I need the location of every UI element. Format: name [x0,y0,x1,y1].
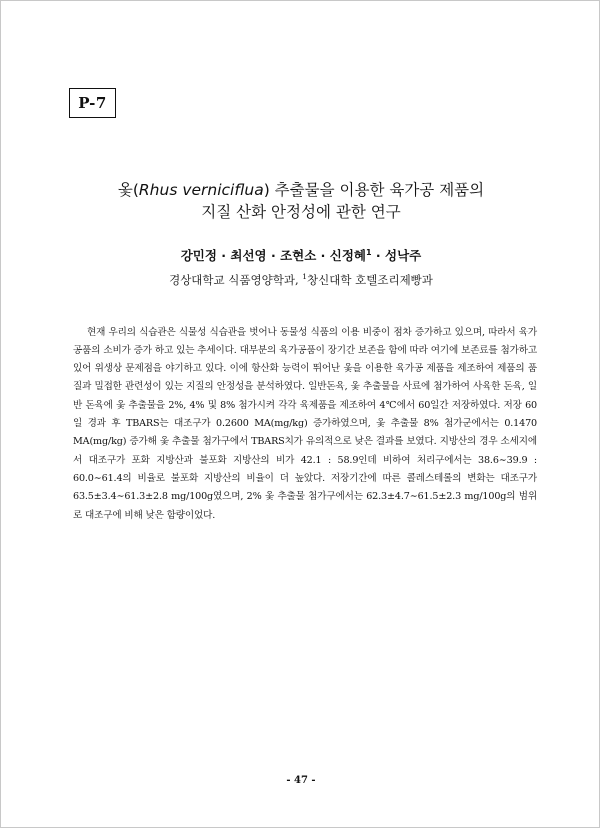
title-prefix: 옻( [117,181,139,199]
author-list [41,246,561,264]
title-line-2: 지질 산화 안정성에 관한 연구 [201,203,401,221]
authors-group-2: · 성낙주 [371,248,422,263]
title-line-1 [41,179,561,201]
affiliation-secondary: 창신대학 호텔조리제빵과 [307,273,433,287]
affiliation [41,272,561,288]
affiliation-primary: 경상대학교 식품영양학과, [169,273,303,287]
author-affiliation-mark: 1 [366,247,372,257]
abstract-body: 현재 우리의 식습관은 식물성 식습관을 벗어나 동물성 식품의 이용 비중이 점차 증가하고 있으며, 따라서 육가공품의 소비가 증가 하고 있는 추세이다. 대부분의 육가공품이 장기간 보존을 함에 따라 여기에 보존료를 첨가하고 있어 위생상 문제점을 야기하고 있다. 이에 항산화 능력이 뛰어난 옻을 이용한 육가공 제품을 제조하여 제품의 품질과 밀접한 관련성이 있는 지질의 안정성을 분석하였다. 일반돈육, 옻 추출물을 사료에 첨가하여 사육한 돈육, 일반 돈육에 옻 추출물을 2%, 4% 및 8% 첨가시켜 각각 육제품을 제조하여 4℃에서 60일간 저장하였다. 저장 60일 경과 후 TBARS는 대조구가 0.2600 MA(mg/kg) 증가하였으며, 옻 추출물 8% 첨가군에서는 0.1470 MA(mg/kg) 증가해 옻 추출물 첨가구에서 TBARS치가 유의적으로 낮은 결과를 보였다. 지방산의 경우 소세지에서 대조구가 포화 지방산과 불포화 지방산의 비가 42.1 : 58.9인데 비하여 처리구에서는 38.6∼39.9 : 60.0∼61.4의 비율로 불포화 지방산의 비율이 더 높았다. 저장기간에 따른 콜레스테롤의 변화는 대조구가 63.5±3.4∼61.3±2.8 mg/100g였으며, 2% 옻 추출물 첨가구에서는 62.3±4.7∼61.5±2.3 mg/100g의 범위로 대조구에 비해 낮은 함량이었다. [73,326,537,521]
authors-group-1: 강민정 · 최선영 · 조현소 · 신정혜 [180,248,366,263]
poster-id-badge: P-7 [69,88,116,118]
paper-title [41,179,561,223]
title-species: Rhus verniciflua [138,181,264,199]
page-number: - 47 - [286,775,316,786]
title-suffix: ) 추출물을 이용한 육가공 제품의 [263,181,485,199]
affiliation-mark: 1 [302,272,308,282]
